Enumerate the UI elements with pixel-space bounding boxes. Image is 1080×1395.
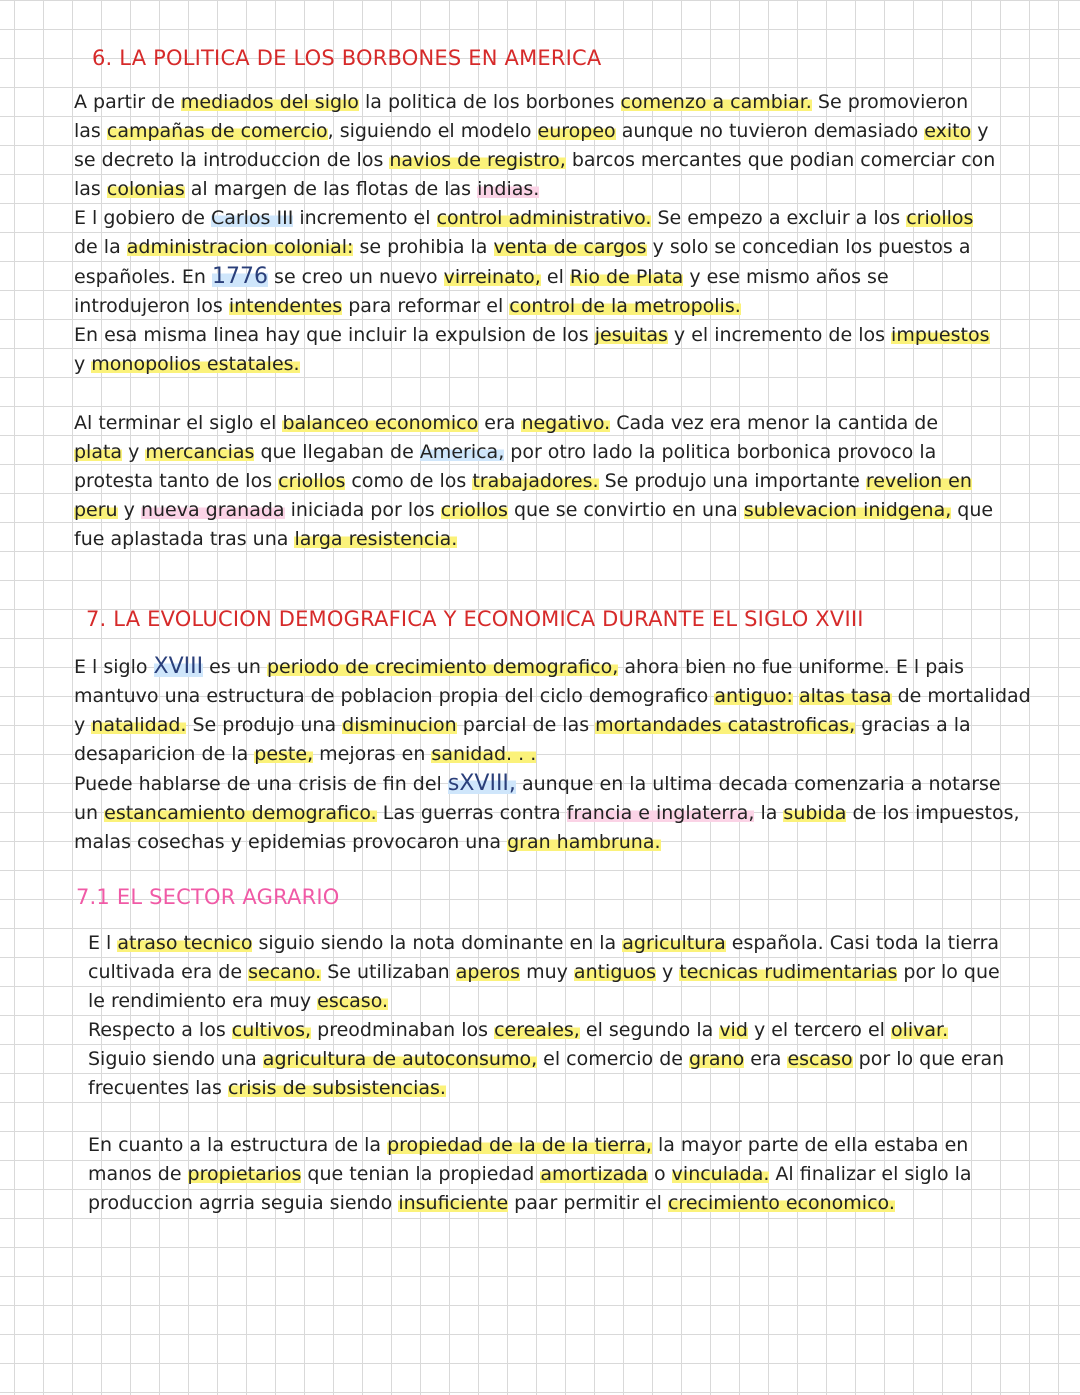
section-6-paragraph-1 (74, 88, 1034, 379)
text: y ese mismo años se (683, 266, 889, 288)
highlighted-text: control administrativo. (436, 207, 652, 229)
text: le rendimiento era muy (88, 990, 318, 1012)
highlighted-text: intendentes (228, 295, 343, 317)
text: y (122, 441, 146, 463)
text: En esa misma linea hay que incluir la expulsion de los (74, 324, 595, 346)
text: y (74, 353, 92, 375)
text-line (74, 117, 1034, 146)
text: cultivada era de (88, 961, 249, 983)
section-7-1-title: 7.1 EL SECTOR AGRARIO (76, 885, 340, 909)
highlighted-text: plata (74, 441, 123, 463)
text: la politica de los borbones (358, 91, 621, 113)
text: un (74, 802, 105, 824)
highlighted-text: vinculada. (671, 1163, 770, 1185)
text: y solo se concedian los puestos a (646, 236, 971, 258)
text-line (88, 1016, 1048, 1045)
highlighted-text: olivar. (890, 1019, 949, 1041)
text-line (88, 929, 1048, 958)
highlighted-text: europeo (537, 120, 616, 142)
section-7-paragraph-1 (74, 652, 1034, 857)
text: parcial de las (456, 714, 596, 736)
text: española. Casi toda la tierra (725, 932, 1000, 954)
text: muy (520, 961, 574, 983)
text: se decreto la introduccion de los (74, 149, 390, 171)
text: E l siglo (74, 656, 154, 678)
text: las (74, 120, 107, 142)
text: aunque no tuvieron demasiado (615, 120, 925, 142)
text: que tenian la propiedad (301, 1163, 541, 1185)
highlighted-text: campañas de comercio (106, 120, 328, 142)
text: incremento el (293, 207, 437, 229)
text-line (74, 292, 1034, 321)
highlighted-text: administracion colonial: (126, 236, 354, 258)
text: preodminaban los (311, 1019, 495, 1041)
text-line (74, 88, 1034, 117)
text: Se produjo una importante (598, 470, 866, 492)
text: ahora bien no fue uniforme. E l pais (618, 656, 965, 678)
highlighted-text: Rio de Plata (569, 266, 684, 288)
highlighted-text: subida (783, 802, 847, 824)
text: Al terminar el siglo el (74, 412, 283, 434)
highlighted-text: mercancias (145, 441, 255, 463)
text: desaparicion de la (74, 743, 255, 765)
text: que llegaban de (254, 441, 420, 463)
text: el segundo la (579, 1019, 720, 1041)
text: el comercio de (537, 1048, 690, 1070)
highlighted-text: altas tasa (798, 685, 892, 707)
highlighted-text: crisis de subsistencias. (227, 1077, 446, 1099)
text: y (655, 961, 680, 983)
text: y (971, 120, 989, 142)
text-line (74, 740, 1034, 769)
highlighted-text: propietarios (187, 1163, 302, 1185)
text: E l gobiero de (74, 207, 211, 229)
highlighted-text: negativo. (521, 412, 611, 434)
text: introdujeron los (74, 295, 229, 317)
highlighted-text: exito (924, 120, 972, 142)
text: españoles. En (74, 266, 212, 288)
section-7-1-paragraph-2 (88, 1131, 1048, 1218)
highlighted-text: balanceo economico (282, 412, 479, 434)
text-line (74, 711, 1034, 740)
text-line (88, 958, 1048, 987)
text: Puede hablarse de una crisis de fin del (74, 773, 448, 795)
highlighted-text: aperos (455, 961, 521, 983)
highlighted-text: mortandades catastroficas, (595, 714, 856, 736)
text: la mayor parte de ella estaba en (651, 1134, 969, 1156)
text: barcos mercantes que podian comerciar con (565, 149, 996, 171)
text: las (74, 178, 107, 200)
text: siguio siendo la nota dominante en la (252, 932, 623, 954)
text: mantuvo una estructura de poblacion propia del ciclo demografico (74, 685, 715, 707)
text-line (74, 204, 1034, 233)
highlighted-text: crecimiento economico. (667, 1192, 895, 1214)
highlighted-text: venta de cargos (493, 236, 647, 258)
text: Cada vez era menor la cantida de (610, 412, 939, 434)
text: Respecto a los (88, 1019, 232, 1041)
highlighted-text: insuficiente (398, 1192, 509, 1214)
highlighted-text: grano (689, 1048, 745, 1070)
text-line (74, 828, 1034, 857)
text: era (744, 1048, 788, 1070)
highlighted-text: agricultura de autoconsumo, (262, 1048, 538, 1070)
highlighted-text: escaso (787, 1048, 853, 1070)
text: y el tercero el (747, 1019, 891, 1041)
text-line (74, 321, 1034, 350)
text: , siguiendo el modelo (327, 120, 538, 142)
highlighted-text: Carlos III (210, 207, 294, 229)
text: manos de (88, 1163, 188, 1185)
section-7-1-paragraph-1 (88, 929, 1048, 1103)
highlighted-text: peru (74, 499, 118, 521)
highlighted-text: impuestos (891, 324, 990, 346)
text: gracias a la (855, 714, 971, 736)
text-line (88, 1189, 1048, 1218)
section-7-title: 7. LA EVOLUCION DEMOGRAFICA Y ECONOMICA DURANTE EL SIGLO XVIII (86, 607, 864, 631)
highlighted-text: secano. (248, 961, 322, 983)
highlighted-text: colonias (106, 178, 185, 200)
text: o (647, 1163, 672, 1185)
highlighted-text: monopolios estatales. (91, 353, 300, 375)
text: el (540, 266, 570, 288)
text: de los impuestos, (846, 802, 1020, 824)
text: E l (88, 932, 118, 954)
highlighted-text: sanidad. . . (431, 743, 537, 765)
highlighted-text: criollos (440, 499, 508, 521)
text: En cuanto a la estructura de la (88, 1134, 388, 1156)
highlighted-text: 1776 (212, 264, 268, 289)
highlighted-text: revelion en (865, 470, 972, 492)
text: Se empezo a excluir a los (651, 207, 907, 229)
text: se prohibia la (353, 236, 494, 258)
text-line (74, 146, 1034, 175)
text-line (74, 175, 1034, 204)
highlighted-text: natalidad. (91, 714, 187, 736)
highlighted-text: peste, (254, 743, 314, 765)
text: Siguio siendo una (88, 1048, 263, 1070)
highlighted-text: tecnicas rudimentarias (679, 961, 898, 983)
text-line (88, 1045, 1048, 1074)
text-line (74, 233, 1034, 262)
highlighted-text: cultivos, (231, 1019, 312, 1041)
highlighted-text: control de la metropolis. (509, 295, 741, 317)
text: Las guerras contra (376, 802, 567, 824)
section-6-title: 6. LA POLITICA DE LOS BORBONES EN AMERICA (92, 46, 602, 70)
text-line (74, 262, 1034, 292)
text-line (74, 350, 1034, 379)
text: y (74, 714, 92, 736)
text-line (74, 769, 1034, 799)
highlighted-text: indias. (477, 178, 540, 200)
text-line (74, 467, 1034, 496)
text: como de los (345, 470, 473, 492)
text-line (88, 1160, 1048, 1189)
highlighted-text: virreinato, (443, 266, 541, 288)
text: que (951, 499, 994, 521)
section-6-paragraph-2 (74, 409, 1034, 554)
text-line (74, 799, 1034, 828)
highlighted-text: escaso. (317, 990, 389, 1012)
highlighted-text: nueva granada (140, 499, 285, 521)
text: produccion agrria seguia siendo (88, 1192, 399, 1214)
text: por lo que (897, 961, 1000, 983)
text: Al finalizar el siglo la (769, 1163, 972, 1185)
text: paar permitir el (508, 1192, 668, 1214)
text: Se produjo una (186, 714, 343, 736)
text-line (74, 496, 1034, 525)
text-line (88, 987, 1048, 1016)
text: por otro lado la politica borbonica provoco la (504, 441, 937, 463)
text: A partir de (74, 91, 181, 113)
text: para reformar el (342, 295, 510, 317)
highlighted-text: periodo de crecimiento demografico, (266, 656, 619, 678)
text: malas cosechas y epidemias provocaron una (74, 831, 508, 853)
text: de mortalidad (891, 685, 1031, 707)
text-line (74, 682, 1034, 711)
highlighted-text: sublevacion inidgena, (743, 499, 952, 521)
text: se creo un nuevo (268, 266, 444, 288)
text: que se convirtio en una (507, 499, 744, 521)
highlighted-text: cereales, (494, 1019, 580, 1041)
text: era (478, 412, 522, 434)
highlighted-text: criollos (906, 207, 974, 229)
text: y el incremento de los (667, 324, 892, 346)
highlighted-text: propiedad de la de la tierra, (387, 1134, 652, 1156)
text-line (74, 438, 1034, 467)
text-line (88, 1131, 1048, 1160)
highlighted-text: antiguo: (714, 685, 793, 707)
highlighted-text: navios de registro, (389, 149, 566, 171)
highlighted-text: sXVIII, (447, 771, 516, 796)
text: la (754, 802, 784, 824)
highlighted-text: jesuitas (594, 324, 668, 346)
highlighted-text: larga resistencia. (294, 528, 458, 550)
text-line (74, 652, 1034, 682)
text: y (117, 499, 141, 521)
highlighted-text: antiguos (573, 961, 656, 983)
highlighted-text: comenzo a cambiar. (620, 91, 812, 113)
highlighted-text: disminucion (342, 714, 457, 736)
text: protesta tanto de los (74, 470, 279, 492)
highlighted-text: vid (719, 1019, 748, 1041)
highlighted-text: America, (419, 441, 505, 463)
highlighted-text: francia e inglaterra, (566, 802, 755, 824)
text: Se promovieron (811, 91, 969, 113)
text: iniciada por los (284, 499, 441, 521)
highlighted-text: amortizada (540, 1163, 648, 1185)
text: frecuentes las (88, 1077, 228, 1099)
highlighted-text: XVIII (153, 654, 204, 679)
highlighted-text: estancamiento demografico. (104, 802, 377, 824)
highlighted-text: mediados del siglo (180, 91, 359, 113)
text: de la (74, 236, 127, 258)
text-line (88, 1074, 1048, 1103)
text: mejoras en (313, 743, 432, 765)
highlighted-text: criollos (278, 470, 346, 492)
text: es un (203, 656, 267, 678)
highlighted-text: atraso tecnico (117, 932, 253, 954)
text: por lo que eran (852, 1048, 1005, 1070)
text-line (74, 409, 1034, 438)
text: aunque en la ultima decada comenzaria a notarse (515, 773, 1001, 795)
text: fue aplastada tras una (74, 528, 295, 550)
highlighted-text: gran hambruna. (507, 831, 661, 853)
highlighted-text: agricultura (622, 932, 726, 954)
text-line (74, 525, 1034, 554)
text: al margen de las flotas de las (184, 178, 478, 200)
text: Se utilizaban (321, 961, 456, 983)
highlighted-text: trabajadores. (472, 470, 599, 492)
